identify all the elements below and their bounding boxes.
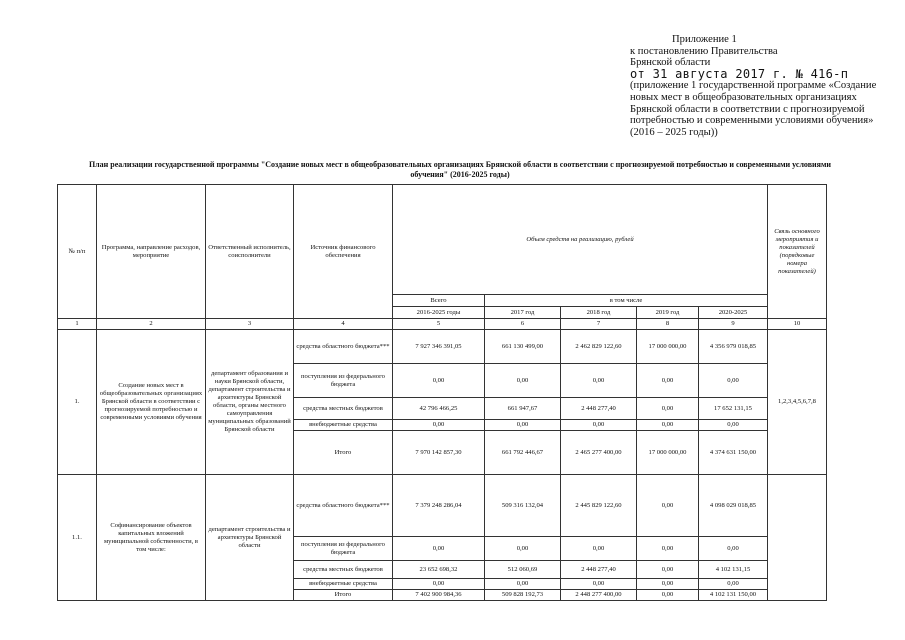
row-total: 0,00	[393, 364, 485, 398]
header-including: в том числе	[485, 295, 768, 307]
row-2017: 0,00	[485, 537, 561, 561]
row-total: 7 402 900 984,36	[393, 590, 485, 601]
row-link: 1,2,3,4,5,6,7,8	[768, 330, 827, 475]
row-2017: 661 130 499,00	[485, 330, 561, 364]
row-2019: 17 000 000,00	[637, 330, 699, 364]
appendix-title: Приложение 1	[672, 34, 737, 45]
row-2017: 0,00	[485, 420, 561, 431]
row-2018: 0,00	[561, 364, 637, 398]
header-source: Источник финансового обеспечения	[294, 185, 393, 319]
row-2018: 2 448 277,40	[561, 561, 637, 579]
table-row	[58, 475, 827, 537]
col-number: 5	[393, 319, 485, 330]
row-2020-2025: 0,00	[699, 579, 768, 590]
col-number: 10	[768, 319, 827, 330]
col-number: 3	[206, 319, 294, 330]
row-2018: 2 465 277 400,00	[561, 431, 637, 475]
appendix-header	[630, 34, 900, 138]
row-num: 1.	[58, 330, 97, 475]
col-number: 1	[58, 319, 97, 330]
row-total: 42 796 466,25	[393, 398, 485, 420]
row-2017: 509 316 132,04	[485, 475, 561, 537]
row-2017: 661 947,67	[485, 398, 561, 420]
row-total: 0,00	[393, 537, 485, 561]
row-responsible: департамент строительства и архитектуры Брянской области	[206, 475, 294, 601]
row-source: внебюджетные средства	[294, 420, 393, 431]
appendix-note: (приложение 1 государственной программе «Создание новых мест в общеобразовательных организациях Брянской области в соответствии с прогнозируемой потребностью и современными условиями обучения» (2016 – 2025 годы))	[630, 80, 877, 138]
table-header-row	[58, 185, 827, 295]
row-2020-2025: 4 374 631 150,00	[699, 431, 768, 475]
row-2017: 509 828 192,73	[485, 590, 561, 601]
decree-date-number: от 31 августа 2017 г. № 416-п	[630, 66, 849, 81]
row-source: поступления из федерального бюджета	[294, 364, 393, 398]
row-2018: 2 445 829 122,60	[561, 475, 637, 537]
row-2020-2025: 4 102 131 150,00	[699, 590, 768, 601]
header-program: Программа, направление расходов, мероприятие	[97, 185, 206, 319]
row-source: средства местных бюджетов	[294, 398, 393, 420]
row-2018: 0,00	[561, 579, 637, 590]
row-2018: 2 448 277 400,00	[561, 590, 637, 601]
row-num: 1.1.	[58, 475, 97, 601]
row-program-name: Софинансирование объектов капитальных вложений муниципальной собственности, в том числе:	[97, 475, 206, 601]
col-number: 8	[637, 319, 699, 330]
row-2017: 512 060,69	[485, 561, 561, 579]
row-2020-2025: 4 098 029 018,85	[699, 475, 768, 537]
row-total: 7 970 142 857,30	[393, 431, 485, 475]
row-2019: 0,00	[637, 398, 699, 420]
header-link: Связь основного мероприятия и показателей (порядковые номера показателей)	[768, 185, 827, 319]
row-2017: 0,00	[485, 364, 561, 398]
row-2019: 0,00	[637, 590, 699, 601]
row-2018: 2 462 829 122,60	[561, 330, 637, 364]
col-number: 6	[485, 319, 561, 330]
row-source: поступления из федерального бюджета	[294, 537, 393, 561]
row-2020-2025: 17 652 131,15	[699, 398, 768, 420]
header-num: № п/п	[58, 185, 97, 319]
table-row	[58, 330, 827, 364]
header-line-1: к постановлению Правительства	[630, 45, 778, 57]
header-2019: 2019 год	[637, 307, 699, 319]
row-2020-2025: 0,00	[699, 420, 768, 431]
header-2017: 2017 год	[485, 307, 561, 319]
header-volume: Объем средств на реализацию, рублей	[393, 185, 768, 295]
row-link	[768, 475, 827, 601]
col-number: 9	[699, 319, 768, 330]
row-2020-2025: 4 356 979 018,85	[699, 330, 768, 364]
row-2019: 0,00	[637, 420, 699, 431]
row-2017: 0,00	[485, 579, 561, 590]
row-total: 7 379 248 286,04	[393, 475, 485, 537]
row-total: 0,00	[393, 579, 485, 590]
row-2020-2025: 4 102 131,15	[699, 561, 768, 579]
row-source: средства местных бюджетов	[294, 561, 393, 579]
header-2020-2025: 2020-2025	[699, 307, 768, 319]
header-line-2: Брянской области	[630, 57, 711, 69]
row-source: Итого	[294, 590, 393, 601]
row-responsible: департамент образования и науки Брянской области, департамент строительства и архитектуры Брянской области, органы местного самоуправления муниципальных образований Брянской области	[206, 330, 294, 475]
col-number: 7	[561, 319, 637, 330]
col-number: 4	[294, 319, 393, 330]
plan-table	[57, 184, 827, 601]
header-responsible: Ответственный исполнитель, соисполнители	[206, 185, 294, 319]
plan-title: План реализации государственной программы "Создание новых мест в общеобразовательных организациях Брянской области в соответствии с прогнозируемой потребностью и современными условиями обучения" (2016-2025 годы)	[88, 160, 832, 179]
row-2020-2025: 0,00	[699, 537, 768, 561]
row-2018: 0,00	[561, 537, 637, 561]
row-2018: 0,00	[561, 420, 637, 431]
row-source: внебюджетные средства	[294, 579, 393, 590]
row-2019: 0,00	[637, 475, 699, 537]
col-number: 2	[97, 319, 206, 330]
row-source: средства областного бюджета***	[294, 330, 393, 364]
row-2019: 0,00	[637, 364, 699, 398]
row-source: Итого	[294, 431, 393, 475]
row-2017: 661 792 446,67	[485, 431, 561, 475]
row-total: 0,00	[393, 420, 485, 431]
row-program-name: Создание новых мест в общеобразовательных организациях Брянской области в соответствии с прогнозируемой потребностью и современными условиями обучения	[97, 330, 206, 475]
row-total: 23 652 698,32	[393, 561, 485, 579]
row-2020-2025: 0,00	[699, 364, 768, 398]
row-2019: 0,00	[637, 537, 699, 561]
row-total: 7 927 346 391,05	[393, 330, 485, 364]
row-source: средства областного бюджета***	[294, 475, 393, 537]
header-period-total: 2016-2025 годы	[393, 307, 485, 319]
header-total: Всего	[393, 295, 485, 307]
header-2018: 2018 год	[561, 307, 637, 319]
row-2019: 17 000 000,00	[637, 431, 699, 475]
row-2018: 2 448 277,40	[561, 398, 637, 420]
column-numbers-row	[58, 319, 827, 330]
row-2019: 0,00	[637, 579, 699, 590]
row-2019: 0,00	[637, 561, 699, 579]
